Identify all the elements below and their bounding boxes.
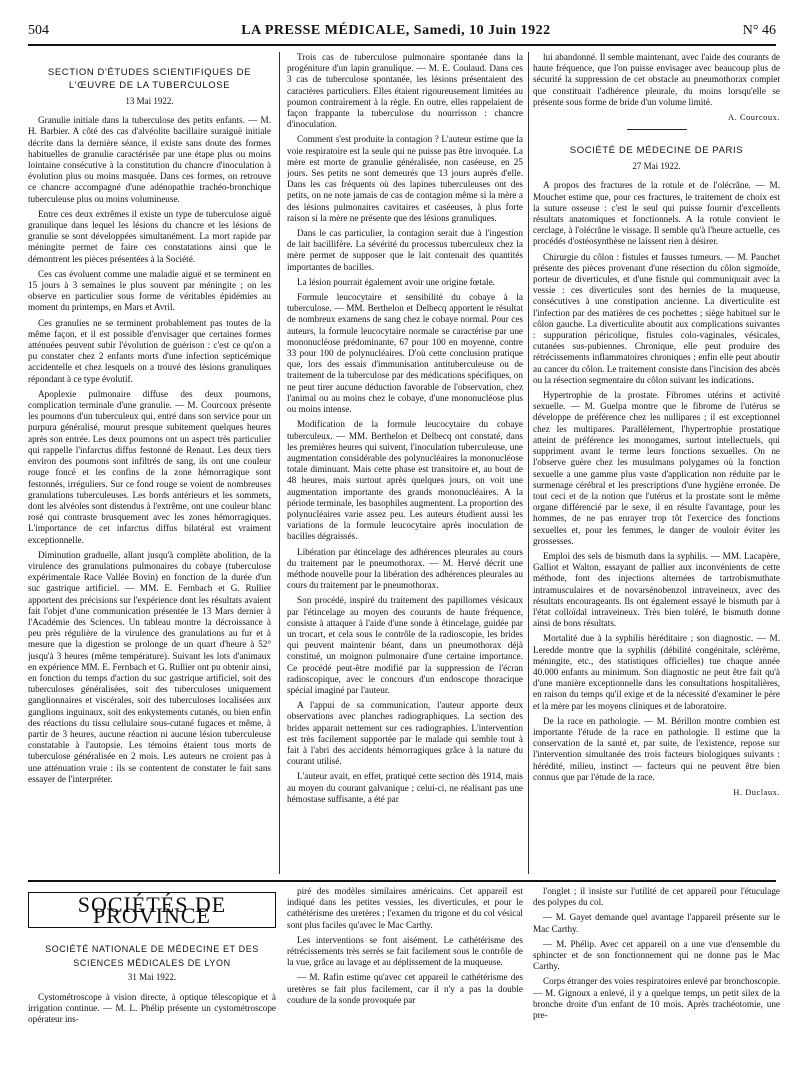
paragraph: La lésion pourrait également avoir une origine fœtale.: [297, 276, 495, 287]
section-separator: [28, 880, 776, 882]
column-2: [287, 52, 523, 874]
page-header: [28, 18, 776, 46]
paragraph: Granulie initiale dans la tuberculose des petits enfants. — M. H. Barbier. A côté des cas d'alvéolite bacillaire suraiguë initiale décrite dans la dernière séance, il existe sans doute des formes habituelles de granulie caractérisée par une étape plus ou moins lointaine consécutive à la constitution du chancre d'inoculation à évolution plus ou moins masquée. Dans ces formes, on retrouve ce chancre accompagné d'une adénopathie trachéo-bronchique tuberculeuse plus ou moins volumineuse.: [28, 115, 271, 204]
journal-title: LA PRESSE MÉDICALE, Samedi, 10 Juin 1922: [241, 23, 551, 38]
column-rule: [279, 52, 280, 874]
bottom-column-2: [287, 886, 523, 1076]
section-title: SOCIÉTÉ DE MÉDECINE DE PARIS: [569, 145, 744, 157]
page-number: 504: [28, 23, 49, 38]
section-date: 13 Mai 1922.: [125, 96, 174, 106]
paragraph: Emploi des sels de bismuth dans la syphilis. — MM. Lacapère, Galliot et Walton, essayant de pallier aux inconvénients de cette méthode, font des injections alternées de tartrobismuthate intramusculaires et de novarsénobenzol intraveineux, avec des résultats encourageants. Ils ont également essayé le bismuth par à l'état colloïdal intraveineux. Très bien toléré, le bismuth donne ainsi de bons résultats.: [533, 550, 780, 629]
paragraph: Libération par étincelage des adhérences pleurales au cours du traitement par le pneumothorax. — M. Hervé décrit une méthode nouvelle pour la libération des adhérences pleurales au cours du traitement par le pneumothorax.: [287, 546, 523, 591]
signature: A. Courcoux.: [727, 112, 780, 123]
paragraph: — M. Gayet demande quel avantage l'appareil présente sur le Mac Carthy.: [533, 912, 780, 934]
paragraph: Son procédé, inspiré du traitement des papillomes vésicaux par l'étincelage au moyen des courants de haute fréquence, consiste à attaquer à l'aide d'une sonde à étincelage, guidée par un trocart, et cela sous le contrôle de la radioscopie, les brides qui peuvent maintenir béant, dans un pneumothorax déjà constitué, un moignon pulmonaire d'une certaine importance. Ce procédé peut-être modifié par la suppression de l'écran radioscopique, avec le concours d'un endoscope thoracique spécial imaginé par l'auteur.: [287, 595, 523, 695]
bottom-column-3: [533, 886, 780, 1076]
section-banner-title: SOCIÉTÉS DE PROVINCE: [28, 892, 276, 928]
bottom-column-1: [28, 886, 276, 1076]
paragraph: De la race en pathologie. — M. Bérillon montre combien est importante l'étude de la race en pathologie. Il estime que la conservation de la santé et, par suite, de l'existence, repose sur l'intervention simultanée des trois facteurs biologiques suivants : hérédité, milieu, instinct — facteurs qui ne peuvent être bien connus que par l'étude de la race.: [533, 715, 780, 782]
issue-number: N° 46: [742, 23, 776, 38]
paragraph: lui abandonné. Il semble maintenant, avec l'aide des courants de haute fréquence, que l'on puisse envisager avec beaucoup plus de sécurité la suppression de cet obstacle au pneumothorax complet que constituait l'adhérence pleurale, du moins lorsqu'elle se présente sous forme de bride d'un volume limité.: [533, 52, 780, 107]
paragraph: Corps étranger des voies respiratoires enlevé par bronchoscopie. — M. Gignoux a enlevé, il y a quelque temps, un petit silex de la bronche droite d'un enfant de 10 mois. Après trachéotomie, une pre-: [533, 976, 780, 1021]
section-date: 27 Mai 1922.: [632, 161, 681, 172]
paragraph: Trois cas de tuberculose pulmonaire spontanée dans la progéniture d'un lapin granulique. — M. E. Coulaud. Dans ces 3 cas de tuberculose spontanée, les lésions présentaient des caractères particuliers. Elles étaient rigoureusement limitées au poumon contrairement à la règle. En outre, elles rappelaient de façon frappante la tuberculose du nourrisson : chancre d'inoculation.: [287, 52, 523, 130]
paragraph: A l'appui de sa communication, l'auteur apporte deux observations avec planches radiographiques. La section des brides apparait nettement sur ces radiographies. L'intervention est très facilement supportée par le malade qui semble tout à fait à l'abri des accidents hémorragiques grâce à la nature du courant utilisé.: [287, 700, 523, 767]
divider: [627, 129, 687, 130]
paragraph: — M. Phélip. Avec cet appareil on a une vue d'ensemble du sphincter et de son fonctionnement qui ne donne pas le Mac Carthy.: [533, 938, 780, 972]
paragraph: Apoplexie pulmonaire diffuse des deux poumons, complication terminale d'une granulie. — M. Courcoux présente les poumons d'un tuberculeux qui, entré dans son service pour un purpura généralisé, mourut presque subitement quelques heures après son entrée. Les deux poumons ont un aspect très particulier qui rappelle l'infarctus diffus festonné de Renaut. Les deux tiers environ des poumons sont infiltrés de sang, ils ont une couleur rouge foncé et les confins de la zone hémorragique sont festonnés, irréguliers. Sur ce fond rouge se voient de nombreuses granulations tuberculeuses. Les bords antérieurs et les sommets, dont les alvéoles sont distendus à l'extrême, ont une couleur blanc rosé qui contraste brusquement avec les zones hémorragiques. L'importance de cet infarctus diffus bilatéral est vraiment exceptionnelle.: [28, 388, 271, 545]
section-title: SECTION D'ÉTUDES SCIENTIFIQUES DE L'ŒUVRE DE LA TUBERCULOSE: [47, 67, 252, 91]
paragraph: Ces granulies ne se terminent probablement pas toutes de la même façon, et il est possible d'envisager que certaines formes atténuées peuvent subir l'évolution de guérison : c'est ce qu'on a pu constater chez 2 enfants morts d'une infection septicémique accidentelle et chez lesquels on a trouvé des lésions granuliques répondant à ce type évolutif.: [28, 317, 271, 384]
section-date: 31 Mai 1922.: [127, 972, 177, 983]
paragraph: piré des modèles similaires américains. Cet appareil est indiqué dans les petites vessies, les diverticules, et pour le cathétérisme des uretères ; l'examen du trigone et du col vésical sont plus faciles qu'avec le Mac Carthy.: [287, 886, 523, 930]
section-title: SOCIÉTÉ NATIONALE DE MÉDECINE ET DES SCIENCES MÉDICALES DE LYON: [45, 944, 259, 969]
paragraph: — M. Rafin estime qu'avec cet appareil le cathétérisme des uretères se fait plus facilement, car il n'y a pas la double coudure de la sonde provoquée par: [287, 972, 523, 1005]
paragraph: Ces cas évoluent comme une maladie aiguë et se terminent en 15 jours à 3 semaines le plus souvent par méningite ; on les observe en particulier sous forme de véritables épidémies au moment du printemps, en Mars et Avril.: [28, 268, 271, 313]
paragraph: Les interventions se font aisément. Le cathétérisme des rétrécissements très serrés se fait facilement sous le contrôle de la vue, grâce au lavage et au déplissement de la muqueuse.: [287, 934, 523, 968]
paragraph: Comment s'est produite la contagion ? L'auteur estime que la voie respiratoire est la seule qui ne puisse pas être invoquée. La mère est morte de granulie généralisée, non caséeuse, en 25 jours. Ses petits ne sont demeurés que 13 jours auprès d'elle. Dans les cas fréquents où des lapines tuberculeuses ont des petits, on ne note jamais de cas de contagion même si la mère a des lésions pulmonaires cavitaires et caséeuses, à plus forte raison si la mère ne présente que des lésions granuliques.: [287, 134, 523, 223]
column-3: [533, 52, 780, 874]
paragraph: Dans le cas particulier, la contagion serait due à l'ingestion de lait bacillifère. La sévérité du processus tuberculeux chez la mère permet de supposer que le lait contenait des quantités importantes de bacilles.: [287, 228, 523, 272]
paragraph: Mortalité due à la syphilis héréditaire ; son diagnostic. — M. Leredde montre que la syphilis (débilité congénitale, sclérème, méningite, etc., des statistiques officielles) tue chaque année 40.000 enfants au minimum. Son diagnostic ne peut être fait qu'à d'une manière exceptionnelle dans les consultations hospitalières, en raison du temps qu'il exige et de la nécessité d'examiner le père et la mère par les moyens cliniques et de laboratoire.: [533, 633, 780, 711]
column-rule: [528, 52, 529, 874]
signature: H. Duclaux.: [733, 786, 780, 797]
paragraph: Entre ces deux extrêmes il existe un type de tuberculose aiguë granulique dans lequel les lésions du chancre et les lésions de granulie se sont développées simultanément. La mort rapide par méningite permet de faire ces constatations ainsi que le démontrent les pièces présentées à la Société.: [28, 208, 271, 264]
paragraph: A propos des fractures de la rotule et de l'olécrâne. — M. Mouchet estime que, pour ces fractures, le traitement de choix est la suture osseuse : c'est le seul qui puisse fournir d'excellents résultats anatomiques et fonctionnels. A la rotule convient le cerclage, à l'olécrâne le vissage. Il semble qu'à l'heure actuelle, ces procédés d'ostéosynthèse ne laissent rien à désirer.: [533, 180, 780, 247]
paragraph: Cystométroscope à vision directe, à optique télescopique et à irrigation continue. — M. L. Phélip présente un cystométroscope opérateur ins-: [28, 991, 276, 1025]
column-1: [28, 52, 271, 874]
paragraph: Diminution graduelle, allant jusqu'à complète abolition, de la virulence des granulations pulmonaires du cobaye (tuberculose expérimentale Race Vallée Bovin) en fonction de la durée d'un suc gastrique artificiel. — MM. E. Fernbach et G. Rullier apportent des précisions sur l'expérience dont les résultats avaient fait l'objet d'une communication présentée le 13 Mars dernier à l'Académie des Sciences. Un tableau montre la décroissance à peu près régulière de la virulence des granulations au fur et à mesure que la digestion se prolonge de un quart d'heure à 52° jusqu'à 3 heures (même température). Suivant les lots d'animaux en expérience MM. E. Fernbach et G. Rullier ont pu obtenir ainsi, en fonction du temps d'action du suc gastrique artificiel, soit des tuberculoses généralisées, soit des tuberculoses uniquement ganglionnaires et viscérales, soit des tuberculoses localisées aux ganglions inguinaux, soit des enkystements cutanés, ou bien enfin des réactions du tissu cellulaire sous-cutané fugaces et même, à partir de 3 heures, aucune réaction ni aucune lésion tuberculeuse constatable à l'autopsie. Les témoins étaient tous morts de tuberculose généralisée en 2 mois. Les auteurs ne croient pas à une atténuation vraie : ils se contentent de constater le fait sans essayer de l'interpréter.: [28, 549, 271, 784]
paragraph: L'auteur avait, en effet, pratiqué cette section dès 1914, mais au moyen du courant galvanique ; celui-ci, ne réalisant pas une hémostase suffisante, a été par: [287, 771, 523, 804]
paragraph: Hypertrophie de la prostate. Fibromes utérins et activité sexuelle. — M. Guelpa montre que le fibrome de l'utérus se développe de préférence chez les nullipares ; il est exceptionnel chez les multipares. Parallèlement, l'hypertrophie prostatique atteint de préférence les monogames, surtout intellectuels, qui suppriment avant le terme leurs fonctions sexuelles. On ne l'observe guère chez les musulmans polygames où la fonction sexuelle a une gamme plus vaste d'application non réduite par le surmenage cérébral et les prescriptions d'une hygiène erronée. De tout ceci et de la notion que l'utérus et la prostate sont le même organe différencié par le sexe, il en résulte l'avantage, pour les hommes, de ne pas enrayer trop tôt l'exercice des fonctions sexuelles et, pour les femmes, le danger de vouloir éviter les grossesses.: [533, 390, 780, 546]
paragraph: l'onglet ; il insiste sur l'utilité de cet appareil pour l'étuculage des polypes du col.: [533, 886, 780, 908]
paragraph: Formule leucocytaire et sensibilité du cobaye à la tuberculose. — MM. Berthelon et Delbecq apportent le résultat de nombreux examens de sang chez le cobaye normal. Pour ces auteurs, la formule leucocytaire normale se caractérise par une mononucléose prédominante, 67 pour 100 en moyenne, contre 33 pour 100 de polynucléaires. D'où cette conclusion pratique que, lors des essais d'immunisation antituberculeuse ou de traitement de la tuberculose par des médications spécifiques, on ne peut tirer aucune déduction favorable de l'observation, chez l'animal ou au moins chez le cobaye, d'une mononucléose plus ou moins intense.: [287, 292, 523, 415]
paragraph: Modification de la formule leucocytaire du cobaye tuberculeux. — MM. Berthelon et Delbecq ont constaté, dans les premières heures qui suivent, l'inoculation tuberculeuse, une augmentation considérable des polynucléaires la mononucléose totale diminuant. Mais cette phase est transitoire et, au bout de 48 heures, mais surtout après quelques jours, on voit une augmentation importante des grands mononucléaires. A la période terminale, les basophiles augmentent. La proportion des polynucléaires varie assez peu. Les auteurs étudient aussi les variations de la formule leucocytaire après inoculation de bacilles dégraissés.: [287, 419, 523, 542]
paragraph: Chirurgie du côlon : fistules et fausses tumeurs. — M. Pauchet présente des pièces provenant d'une résection du côlon sigmoïde, porteur de diverticules, et d'une fistule qui communiquait avec la vessie : ces diverticules sont des hernies de la muqueuse, consécutives à une constipation ancienne. La diverticulite est l'infection par des matières de ces pochettes ; siège habituel sur le côlon gauche. La diverticulite aboutit aux complications suivantes : suppuration péricolique, fistules colo-vaginales, vésicales, cutanées sus-pubiennes. Chronique, elle peut produire des rétrécissements inflammatoires chroniques ; enfin elle peut aboutir au cancer du côlon. Le traitement consiste dans l'incision des abcès ou la résection segmentaire du côlon suivant les indications.: [533, 251, 780, 385]
